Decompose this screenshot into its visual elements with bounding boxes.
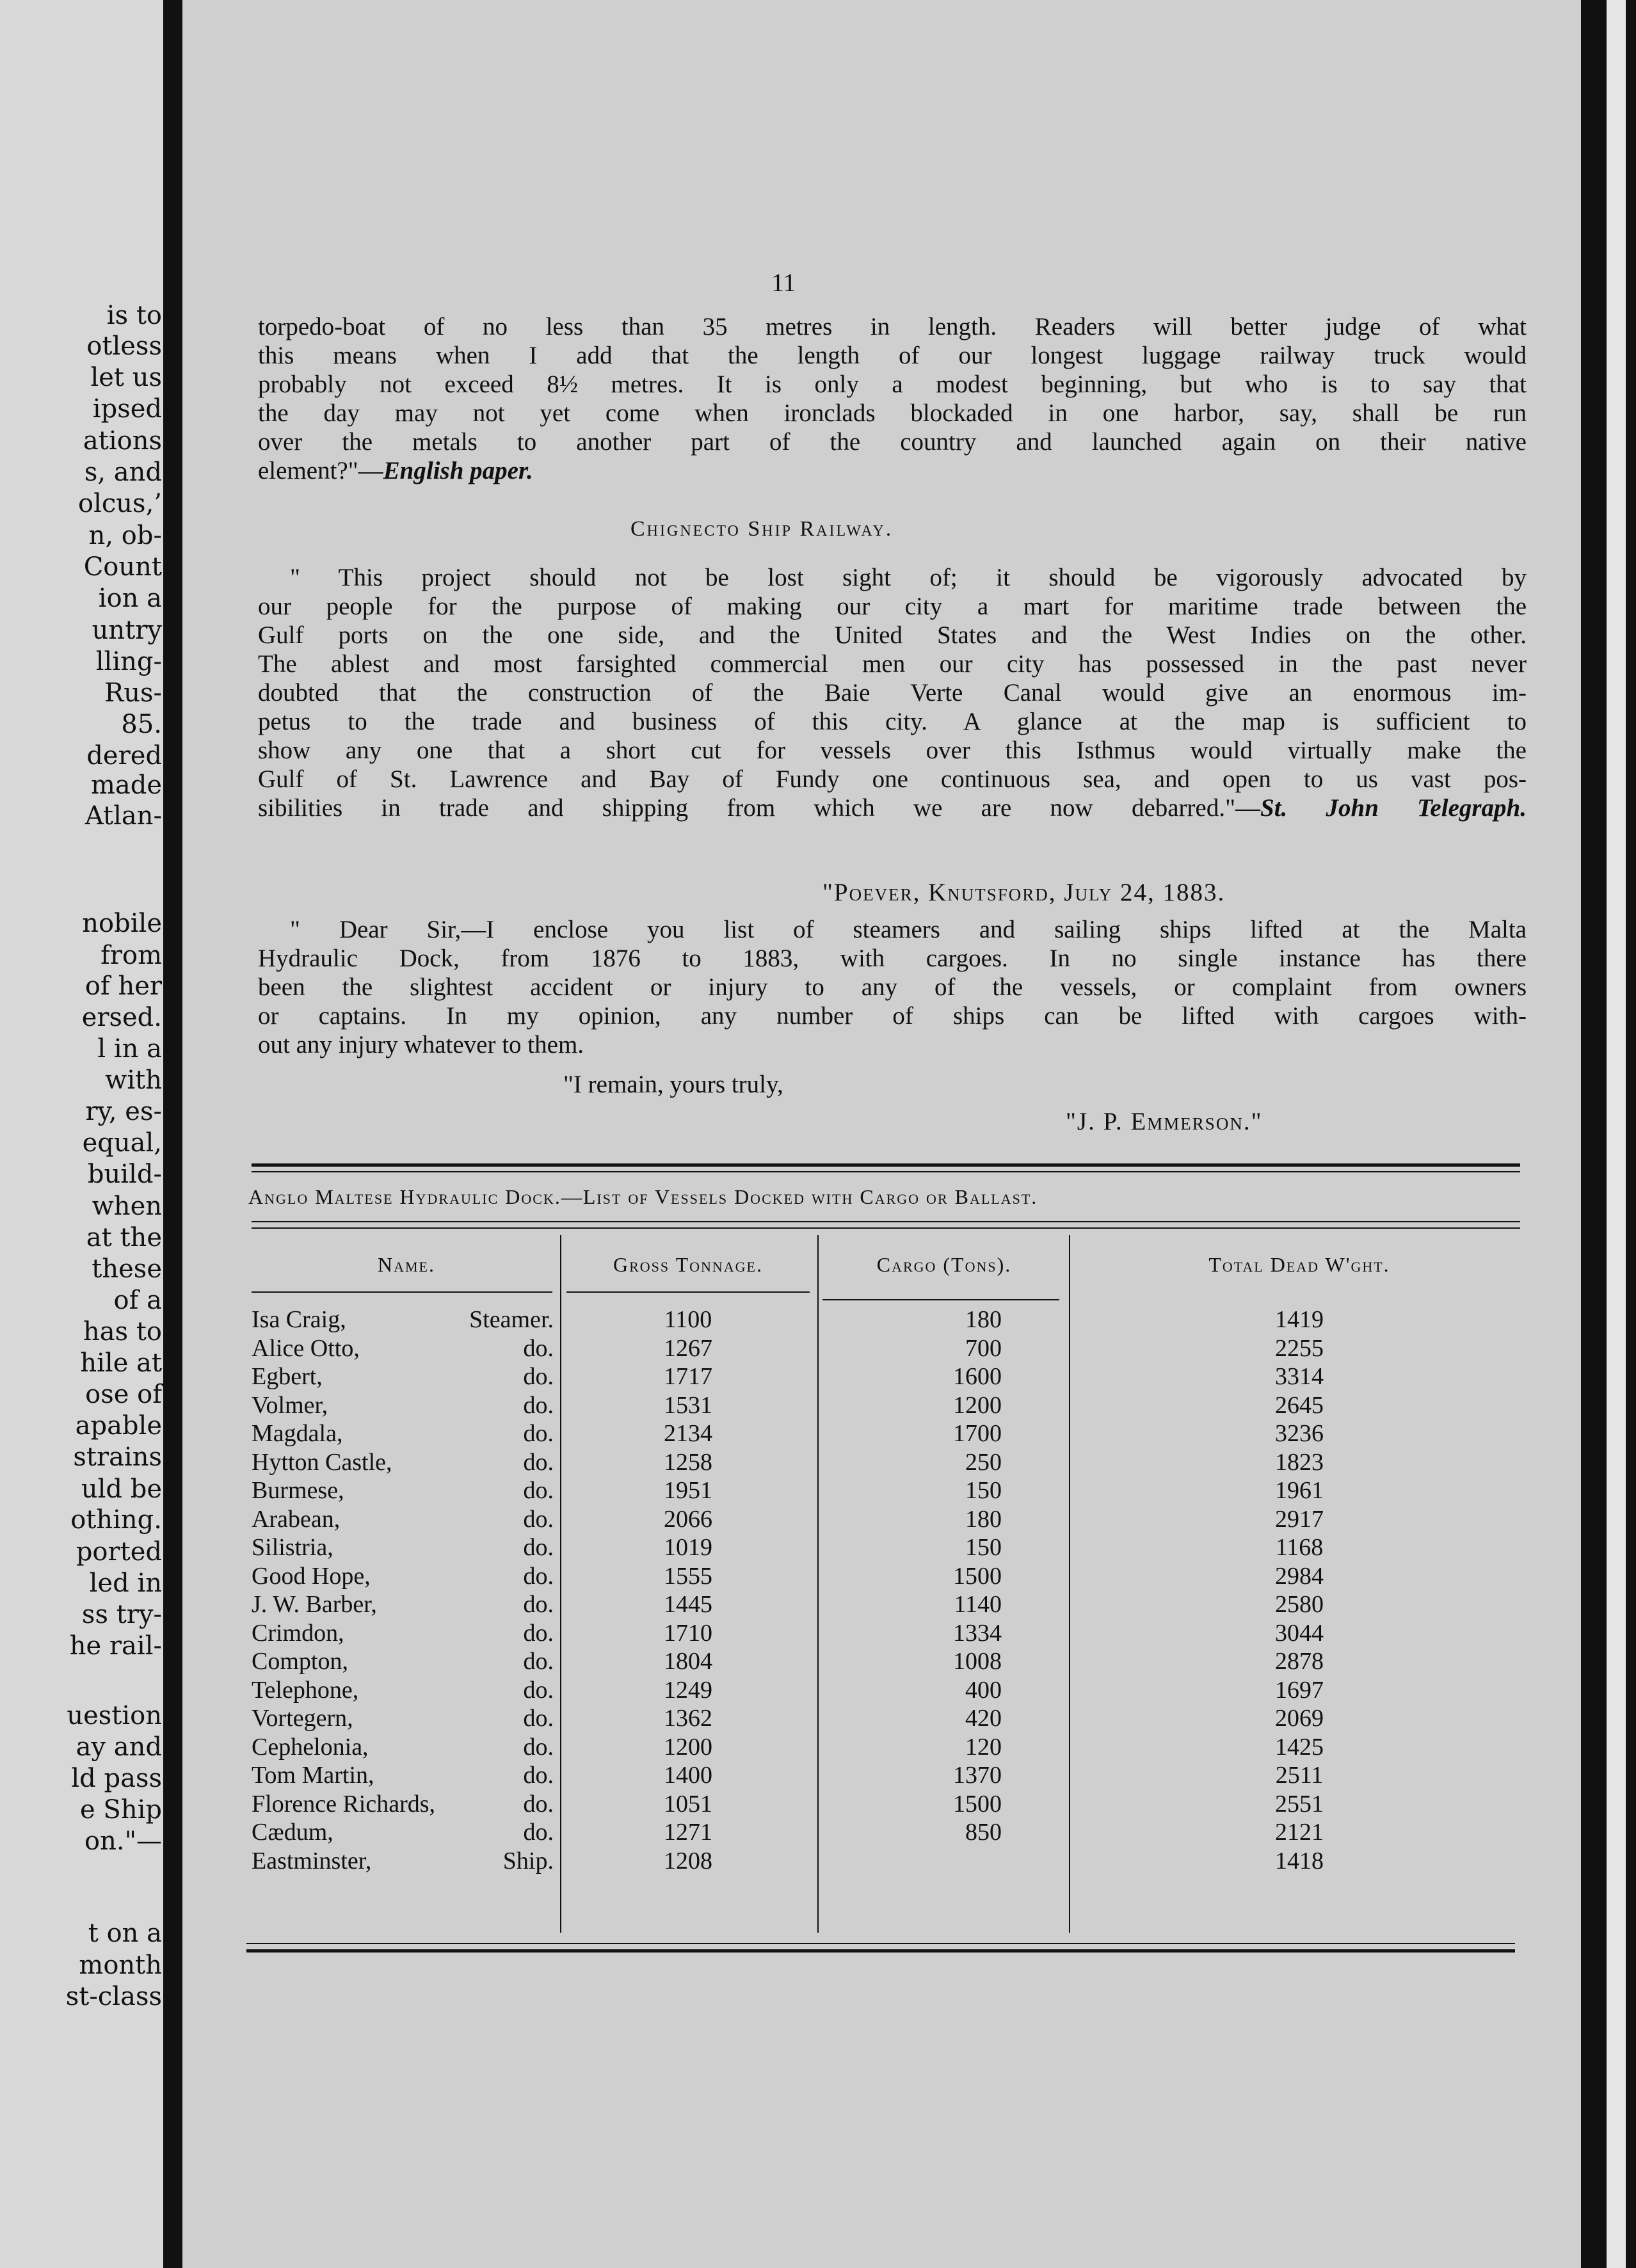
quote-paragraph — [258, 563, 1527, 822]
left-page-fragment — [0, 0, 163, 2268]
column-divider — [1069, 1235, 1070, 1933]
vessel-type: do. — [523, 1448, 554, 1476]
gross-tonnage-value: 1019 — [664, 1534, 712, 1561]
letter-signature: "J. P. Emmerson." — [1066, 1108, 1263, 1135]
left-page-text-fragment: dered — [86, 741, 162, 771]
vessel-name: Alice Otto, — [252, 1334, 360, 1362]
left-page-text-fragment: from — [100, 941, 162, 970]
column-header-gross-tonnage: Gross Tonnage. — [613, 1253, 763, 1276]
vessel-type: do. — [523, 1733, 554, 1761]
vessel-type: do. — [523, 1619, 554, 1647]
left-page-text-fragment: on."— — [84, 1826, 162, 1856]
vessel-name: Eastminster, — [252, 1847, 372, 1874]
left-page-text-fragment: ersed. — [81, 1003, 162, 1032]
left-page-text-fragment: st-class — [65, 1982, 162, 2011]
left-page-text-fragment: ations — [83, 426, 162, 456]
opening-paragraph — [258, 312, 1527, 485]
text-fragment: element?"— — [258, 457, 383, 484]
cargo-value: 250 — [965, 1448, 1002, 1476]
left-page-text-fragment: build- — [87, 1160, 162, 1189]
gross-tonnage-value: 2066 — [664, 1505, 712, 1533]
total-dead-weight-value: 1823 — [1275, 1448, 1324, 1476]
vessel-type: do. — [523, 1790, 554, 1817]
total-dead-weight-value: 2121 — [1275, 1819, 1324, 1846]
left-page-text-fragment: of her — [84, 971, 162, 1001]
total-dead-weight-value: 2645 — [1275, 1391, 1324, 1419]
left-page-text-fragment: hile at — [80, 1348, 162, 1378]
vessel-name: Good Hope, — [252, 1562, 371, 1590]
left-page-text-fragment: ss try- — [81, 1600, 162, 1629]
column-header-name: Name. — [378, 1253, 435, 1276]
total-dead-weight-value: 1961 — [1275, 1477, 1324, 1504]
left-page-text-fragment: has to — [83, 1317, 162, 1346]
text-line: doubted that the construction of the Baie Verte Canal would give an enormous im- — [258, 679, 1527, 707]
vessel-name: Compton, — [252, 1648, 348, 1675]
vessel-name: Tom Martin, — [252, 1762, 374, 1789]
cargo-value: 1370 — [953, 1762, 1002, 1789]
cargo-value: 1600 — [953, 1363, 1002, 1390]
text-line: our people for the purpose of making our city a mart for maritime trade between the — [258, 593, 1527, 620]
left-page-text-fragment: led in — [89, 1569, 162, 1598]
left-page-text-fragment: e Ship — [80, 1795, 162, 1825]
vessel-type: do. — [523, 1819, 554, 1846]
book-gutter — [163, 0, 182, 2268]
vessel-type: do. — [523, 1505, 554, 1533]
table-title: Anglo Maltese Hydraulic Dock.—List of Vessels Docked with Cargo or Ballast. — [248, 1185, 1038, 1208]
total-dead-weight-value: 2878 — [1275, 1648, 1324, 1675]
vessel-type: do. — [523, 1363, 554, 1390]
left-page-text-fragment: n, ob- — [88, 521, 162, 550]
section-heading: Chignecto Ship Railway. — [630, 517, 894, 541]
gross-tonnage-value: 1051 — [664, 1790, 712, 1817]
left-page-text-fragment: Count — [83, 552, 162, 582]
header-underline — [252, 1291, 552, 1293]
left-page-text-fragment: Rus- — [104, 678, 162, 708]
total-dead-weight-value: 2551 — [1275, 1790, 1324, 1817]
gross-tonnage-value: 1400 — [664, 1762, 712, 1789]
total-dead-weight-value: 3314 — [1275, 1363, 1324, 1390]
vessel-type: do. — [523, 1591, 554, 1618]
text-line: or captains. In my opinion, any number of ships can be lifted with cargoes with- — [258, 1002, 1527, 1030]
left-page-text-fragment: uestion — [67, 1701, 162, 1730]
vessel-type: do. — [523, 1676, 554, 1704]
vessel-type: do. — [523, 1762, 554, 1789]
left-page-text-fragment: t on a — [88, 1919, 162, 1948]
text-line: The ablest and most farsighted commercial men our city has possessed in the past never — [258, 650, 1527, 678]
gross-tonnage-value: 1555 — [664, 1562, 712, 1590]
gross-tonnage-value: 1362 — [664, 1705, 712, 1732]
left-page-text-fragment: ion a — [98, 584, 162, 613]
left-page-text-fragment: ipsed — [92, 394, 162, 424]
total-dead-weight-value: 1419 — [1275, 1306, 1324, 1333]
gross-tonnage-value: 1267 — [664, 1334, 712, 1362]
text-line: out any injury whatever to them. — [258, 1031, 584, 1058]
vessel-name: Burmese, — [252, 1477, 344, 1504]
vessel-name: Cædum, — [252, 1819, 333, 1846]
left-page-text-fragment: othing. — [70, 1505, 162, 1535]
gross-tonnage-value: 1804 — [664, 1648, 712, 1675]
left-page-text-fragment: month — [79, 1951, 162, 1980]
gross-tonnage-value: 1208 — [664, 1847, 712, 1874]
total-dead-weight-value: 3044 — [1275, 1619, 1324, 1647]
page — [182, 0, 1581, 2268]
text-line: " This project should not be lost sight of; it should be vigorously advocated by — [290, 564, 1527, 591]
left-page-text-fragment: ose of — [85, 1380, 162, 1409]
left-page-text-fragment: Atlan- — [84, 801, 162, 831]
gross-tonnage-value: 1100 — [664, 1306, 712, 1333]
total-dead-weight-value: 2255 — [1275, 1334, 1324, 1362]
vessel-name: Egbert, — [252, 1363, 323, 1390]
gross-tonnage-value: 1200 — [664, 1733, 712, 1761]
cargo-value: 150 — [965, 1534, 1002, 1561]
cargo-value: 850 — [965, 1819, 1002, 1846]
vessel-type: do. — [523, 1648, 554, 1675]
left-page-text-fragment: with — [105, 1066, 162, 1095]
page-number: 11 — [771, 268, 796, 297]
text-line — [258, 456, 1527, 485]
left-page-text-fragment: olcus,’ — [78, 489, 162, 518]
cargo-value: 1334 — [953, 1619, 1002, 1647]
vessel-name: Silistria, — [252, 1534, 333, 1561]
vessel-name: Hytton Castle, — [252, 1448, 392, 1476]
total-dead-weight-value: 1425 — [1275, 1733, 1324, 1761]
vessel-type: do. — [523, 1534, 554, 1561]
text-line: this means when I add that the length of our longest luggage railway truck would — [258, 342, 1527, 369]
vessel-name: Cephelonia, — [252, 1733, 369, 1761]
text-line: Gulf ports on the one side, and the United States and the West Indies on the other. — [258, 621, 1527, 649]
header-underline — [822, 1299, 1059, 1300]
cargo-value: 420 — [965, 1705, 1002, 1732]
left-page-text-fragment: ld pass — [71, 1764, 162, 1793]
left-page-text-fragment: when — [92, 1192, 162, 1221]
vessel-type: do. — [523, 1391, 554, 1419]
text-line: over the metals to another part of the country and launched again on their native — [258, 428, 1527, 456]
letter-dateline: "Poever, Knutsford, July 24, 1883. — [822, 879, 1226, 906]
left-page-text-fragment: 85. — [121, 710, 162, 739]
cargo-value: 1500 — [953, 1562, 1002, 1590]
vessel-type: do. — [523, 1334, 554, 1362]
gross-tonnage-value: 1258 — [664, 1448, 712, 1476]
vessel-name: Volmer, — [252, 1391, 328, 1419]
left-page-text-fragment: l in a — [97, 1034, 162, 1064]
cargo-value: 400 — [965, 1676, 1002, 1704]
cargo-value: 1700 — [953, 1420, 1002, 1447]
text-line: probably not exceed 8½ metres. It is only a modest beginning, but who is to say that — [258, 371, 1527, 398]
left-page-text-fragment: lling- — [95, 647, 162, 676]
vessel-type: Ship. — [502, 1847, 554, 1874]
left-page-text-fragment: ay and — [76, 1732, 162, 1762]
gross-tonnage-value: 1271 — [664, 1819, 712, 1846]
table-title-rule — [252, 1221, 1520, 1222]
left-page-text-fragment: uld be — [81, 1474, 162, 1504]
text-line: the day may not yet come when ironclads blockaded in one harbor, say, shall be run — [258, 399, 1527, 427]
vessel-type: Steamer. — [469, 1306, 554, 1333]
left-page-text-fragment: equal, — [82, 1128, 162, 1158]
vessel-name: Crimdon, — [252, 1619, 344, 1647]
left-page-text-fragment: otless — [86, 331, 162, 361]
vessel-name: Vortegern, — [252, 1705, 353, 1732]
vessel-name: Telephone, — [252, 1676, 359, 1704]
column-header-cargo: Cargo (Tons). — [876, 1253, 1012, 1276]
text-line: been the slightest accident or injury to any of the vessels, or complaint from owners — [258, 973, 1527, 1001]
table-title-rule-thin — [252, 1227, 1520, 1229]
text-line — [258, 794, 1527, 822]
gross-tonnage-value: 1531 — [664, 1391, 712, 1419]
table-top-rule — [252, 1163, 1520, 1167]
vessel-type: do. — [523, 1705, 554, 1732]
total-dead-weight-value: 2984 — [1275, 1562, 1324, 1590]
vessel-type: do. — [523, 1420, 554, 1447]
table-bottom-rule — [246, 1943, 1515, 1944]
table-top-rule-thin — [252, 1171, 1520, 1172]
cargo-value: 700 — [965, 1334, 1002, 1362]
left-page-text-fragment: let us — [90, 363, 162, 392]
gross-tonnage-value: 1951 — [664, 1477, 712, 1504]
vessel-name: Isa Craig, — [252, 1306, 346, 1333]
vessel-name: Florence Richards, — [252, 1790, 436, 1817]
total-dead-weight-value: 1418 — [1275, 1847, 1324, 1874]
left-page-text-fragment: strains — [73, 1442, 162, 1472]
left-page-text-fragment: is to — [106, 301, 162, 330]
right-page-edge-strip — [1607, 0, 1626, 2268]
left-page-text-fragment: nobile — [82, 909, 162, 938]
cargo-value: 150 — [965, 1477, 1002, 1504]
left-page-text-fragment: of a — [113, 1286, 162, 1315]
total-dead-weight-value: 1697 — [1275, 1676, 1324, 1704]
source-attribution: English paper. — [383, 457, 533, 484]
text-line: petus to the trade and business of this city. A glance at the map is sufficient to — [258, 708, 1527, 735]
cargo-value: 1200 — [953, 1391, 1002, 1419]
source-attribution: St. John Telegraph. — [1260, 794, 1527, 822]
cargo-value: 1008 — [953, 1648, 1002, 1675]
gross-tonnage-value: 1710 — [664, 1619, 712, 1647]
total-dead-weight-value: 2511 — [1275, 1762, 1324, 1789]
left-page-text-fragment: ry, es- — [85, 1097, 162, 1126]
text-line: " Dear Sir,—I enclose you list of steamers and sailing ships lifted at the Malta — [290, 916, 1527, 943]
left-page-text-fragment: these — [92, 1254, 162, 1284]
cargo-value: 180 — [965, 1306, 1002, 1333]
gross-tonnage-value: 1717 — [664, 1363, 712, 1390]
left-page-text-fragment: ported — [76, 1537, 162, 1567]
text-line: Hydraulic Dock, from 1876 to 1883, with cargoes. In no single instance has there — [258, 945, 1527, 972]
vessel-name: Magdala, — [252, 1420, 343, 1447]
text-line: torpedo-boat of no less than 35 metres in length. Readers will better judge of what — [258, 313, 1527, 340]
letter-body — [258, 915, 1527, 1059]
cargo-value: 120 — [965, 1733, 1002, 1761]
header-underline — [566, 1291, 810, 1293]
vessel-type: do. — [523, 1562, 554, 1590]
table-bottom-rule-thick — [246, 1949, 1515, 1953]
left-page-text-fragment: made — [90, 771, 162, 800]
left-page-text-fragment: untry — [92, 616, 162, 645]
total-dead-weight-value: 3236 — [1275, 1420, 1324, 1447]
cargo-value: 1500 — [953, 1790, 1002, 1817]
text-fragment: sibilities in trade and shipping from which we are now debarred."— — [258, 794, 1261, 822]
cargo-value: 1140 — [954, 1591, 1002, 1618]
gross-tonnage-value: 1445 — [664, 1591, 712, 1618]
left-page-text-fragment: apable — [75, 1411, 162, 1441]
column-header-total-dead-weight: Total Dead W'ght. — [1208, 1253, 1390, 1276]
gross-tonnage-value: 1249 — [664, 1676, 712, 1704]
vessel-name: Arabean, — [252, 1505, 341, 1533]
letter-closing: "I remain, yours truly, — [563, 1071, 783, 1098]
total-dead-weight-value: 2580 — [1275, 1591, 1324, 1618]
left-page-text-fragment: he rail- — [69, 1631, 162, 1661]
text-line: Gulf of St. Lawrence and Bay of Fundy one continuous sea, and open to us vast pos- — [258, 765, 1527, 793]
cargo-value: 180 — [965, 1505, 1002, 1533]
total-dead-weight-value: 1168 — [1275, 1534, 1324, 1561]
left-page-text-fragment: at the — [86, 1223, 162, 1252]
vessel-name: J. W. Barber, — [252, 1591, 377, 1618]
total-dead-weight-value: 2069 — [1275, 1705, 1324, 1732]
vessel-type: do. — [523, 1477, 554, 1504]
left-page-text-fragment: s, and — [84, 458, 162, 487]
text-line: show any one that a short cut for vessels over this Isthmus would virtually make the — [258, 737, 1527, 764]
total-dead-weight-value: 2917 — [1275, 1505, 1324, 1533]
column-divider — [560, 1235, 561, 1933]
gross-tonnage-value: 2134 — [664, 1420, 712, 1447]
